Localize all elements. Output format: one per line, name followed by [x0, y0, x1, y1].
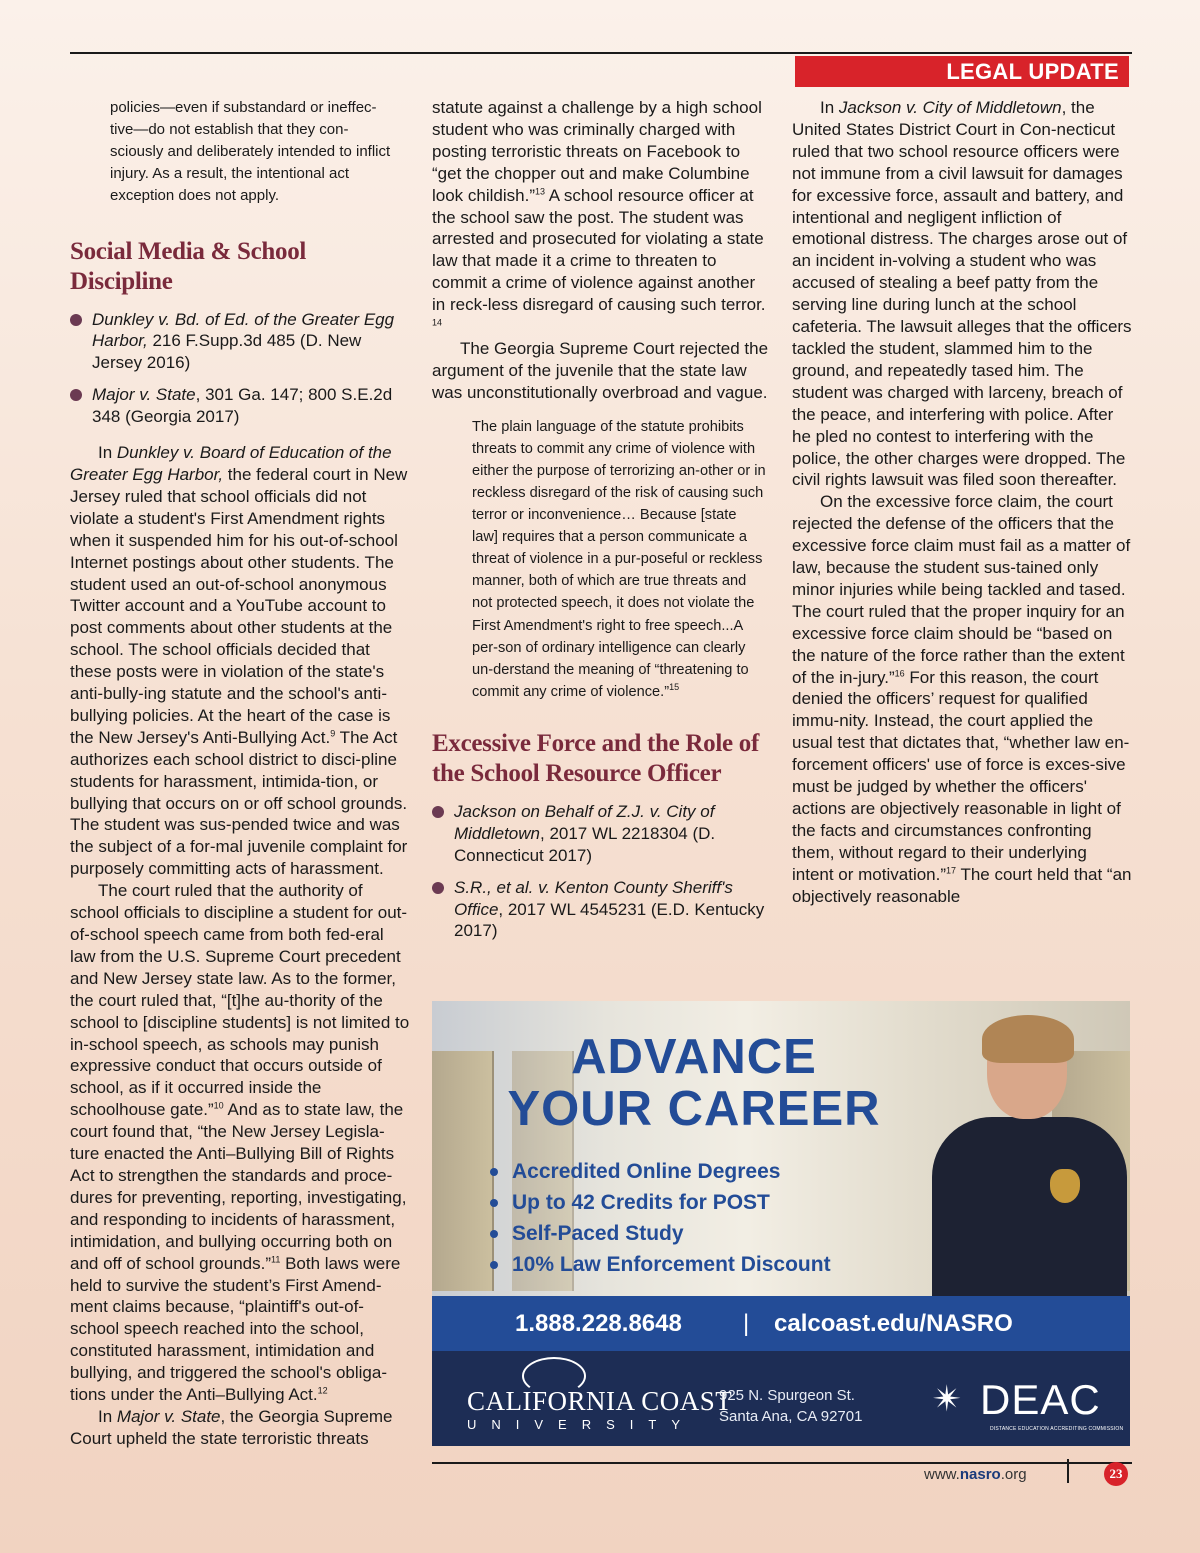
- text-run: In: [98, 443, 117, 463]
- column-3: [792, 97, 1132, 908]
- bullet-dot-icon: [70, 314, 82, 326]
- footnote-ref: 12: [317, 1385, 328, 1396]
- bullet-dot-icon: [70, 389, 82, 401]
- case-name: Major v. State: [116, 1406, 221, 1426]
- case-bullet: [432, 877, 772, 943]
- officer-photo: [932, 1019, 1127, 1296]
- text-run: For this reason, the court denied the officers’ request for qualified immu-nity. Instead, the court applied the usual test that dictates that, “whether law en-forcement officers' use of force is exces-sive must be judged by whether the officers' actions are objectively reasonable in light of the facts and circumstances confronting them, without regard to their underlying intent or motivation.”: [792, 667, 1130, 884]
- text-run: the federal court in New Jersey ruled that school officials did not violate a student's First Amendment rights when it suspended him for his out-of-school Internet postings about other students. The student used an out-of-school anonymous Twitter account and a YouTube account to post comments about other students at the school. The school officials decided that these posts were in violation of the state's anti-bully-ing statute and the school's anti-bullying policies. At the heart of the case is the New Jersey's Anti-Bullying Act.: [70, 464, 408, 747]
- ad-phone[interactable]: 1.888.228.8648: [515, 1310, 682, 1337]
- university-subtitle: UNIVERSITY: [467, 1417, 696, 1432]
- ad-feature: [490, 1187, 831, 1218]
- star-icon: ✴: [932, 1378, 963, 1419]
- ad-headline-line: YOUR CAREER: [507, 1082, 881, 1136]
- ad-feature: [490, 1156, 831, 1187]
- text-run: , the Georgia Supreme Court upheld the state terroristic threats: [70, 1406, 393, 1448]
- text-run: The Georgia Supreme Court rejected the argument of the juvenile that the state law was unconstitutionally overbroad and vague.: [432, 338, 769, 402]
- ad-feature-label: Up to 42 Credits for POST: [512, 1191, 770, 1214]
- address-line: 925 N. Spurgeon St.: [719, 1387, 855, 1404]
- column-2: [432, 97, 772, 952]
- bullet-dot-icon: [490, 1168, 498, 1176]
- case-cite: , 2017 WL 4545231 (E.D. Kentucky 2017): [454, 899, 765, 941]
- ad-feature: [490, 1218, 831, 1249]
- url-part: www.: [924, 1466, 960, 1483]
- page-number: 23: [1104, 1462, 1128, 1486]
- text-run: And as to state law, the court found that, “the New Jersey Legisla-ture enacted the Anti–Bullying Bill of Rights Act to strengthen the standards and proce-dures for preventing, reporting, investigating, and responding to incidents of harassment, intimidation, and bullying occurring both on and off of school grounds.”: [70, 1100, 407, 1273]
- case-name: Jackson v. City of Middletown: [838, 98, 1062, 117]
- case-cite: , 301 Ga. 147; 800 S.E.2d 348 (Georgia 2017): [92, 385, 393, 427]
- bullet-dot-icon: [490, 1261, 498, 1269]
- text-run: The plain language of the statute prohibits threats to commit any crime of violence with either the purpose of terrorizing an-other or in reckless disregard of the risk of causing such terror or inconvenience… Because [state law] requires that a person communicate a threat of violence in a pur-poseful or reckless manner, both of which are true threats and not protected speech, it does not violate the First Amendment's right to free speech...A per-son of ordinary intelligence can clearly un-derstand the meaning of “threatening to commit any crime of violence.”: [472, 418, 766, 700]
- ad-divider: |: [743, 1310, 750, 1337]
- footnote-ref: 9: [330, 728, 336, 739]
- ad-contact-bar: [432, 1296, 1130, 1351]
- paragraph: [70, 442, 410, 880]
- ad-url[interactable]: calcoast.edu/NASRO: [774, 1310, 1013, 1337]
- officer-uniform: [932, 1117, 1127, 1307]
- ad-headline: [484, 1031, 904, 1135]
- top-rule: [70, 52, 1132, 54]
- ad-feature-list: [490, 1156, 831, 1280]
- text-run: statute against a challenge by a high school student who was criminally charged with posting terroristic threats on Facebook to “get the chopper out and make Columbine look childish.”: [432, 98, 762, 205]
- ad-feature: [490, 1249, 831, 1280]
- bullet-dot-icon: [432, 806, 444, 818]
- text-run: A school resource officer at the school saw the post. The student was arrested and prosecuted for violating a state law that made it a crime to threaten to commit a crime of violence against another in reck-less disregard of causing such terror.: [432, 185, 766, 315]
- paragraph: [70, 1406, 410, 1450]
- case-name: Dunkley v. Board of Education of the Greater Egg Harbor,: [70, 443, 392, 484]
- case-bullet: [432, 801, 772, 867]
- bottom-rule: [432, 1462, 1132, 1464]
- url-part: .org: [1000, 1466, 1027, 1483]
- case-name: Jackson on Behalf of Z.J. v. City of Middletown: [454, 801, 715, 843]
- paragraph: [432, 97, 772, 338]
- column-1: [70, 97, 410, 1450]
- case-name: Dunkley v. Bd. of Ed. of the Greater Egg Harbor,: [92, 309, 395, 351]
- footer-divider: [1067, 1459, 1069, 1483]
- text-run: In: [820, 98, 839, 117]
- case-name: Major v. State: [92, 385, 196, 405]
- badge-icon: [1050, 1169, 1080, 1203]
- footnote-ref: 15: [669, 681, 680, 692]
- paragraph: [792, 491, 1132, 907]
- footnote-ref: 13: [535, 185, 546, 196]
- bullet-dot-icon: [432, 882, 444, 894]
- text-run: The Act authorizes each school district to disci-pline students for harassment, intimida-tion, or bullying that occurs on or off school grounds. The student was sus-pended twice and was the subject of a for-mal juvenile complaint for purposely committing acts of harassment.: [70, 727, 408, 879]
- footnote-ref: 10: [213, 1100, 224, 1111]
- ad-headline-line: ADVANCE: [571, 1030, 817, 1084]
- ad-feature-label: Self-Paced Study: [512, 1222, 684, 1245]
- advertisement[interactable]: [432, 1001, 1130, 1446]
- carry-over-text: policies—even if substandard or ineffec-tive—do not establish that they con-sciously and deliberately intended to inflict injury. As a result, the intentional act exception does not apply.: [110, 99, 391, 204]
- bullet-dot-icon: [490, 1199, 498, 1207]
- officer-hair: [982, 1015, 1074, 1063]
- footnote-ref: 11: [271, 1253, 281, 1264]
- university-address: [719, 1385, 862, 1427]
- footnote-ref: 17: [946, 865, 957, 876]
- text-run: The court held that “an objectively reasonable: [792, 864, 1132, 906]
- text-run: , the United States District Court in Con-necticut ruled that two school resource officers were not immune from a civil lawsuit for damages for excessive force, assault and battery, and intentional and negligent infliction of emotional distress. The charges arose out of an incident in-volving a student who was accused of stealing a beef patty from the serving line during lunch at the school cafeteria. The lawsuit alleges that the officers tackled the student, slammed him to the ground, and repeatedly tased him. The student was charged with larceny, breach of the peace, and interfering with police. After he pled no contest to interfering with the police, the other charges were dropped. The civil rights lawsuit was filed soon thereafter.: [792, 98, 1132, 490]
- case-bullet: [70, 309, 410, 375]
- text-run: Both laws were held to survive the student’s First Amend-ment claims because, “plaintiff's out-of-school speech reached into the school, constituted harassment, intimidation and bullying, and triggered the school's obliga-tions under the Anti–Bullying Act.: [70, 1253, 401, 1405]
- heading-excessive-force: Excessive Force and the Role of the School Resource Officer: [432, 729, 759, 787]
- text-run: In: [98, 1406, 117, 1426]
- text-run: The court ruled that the authority of school officials to discipline a student for out-of-school speech came from both fed-eral law from the U.S. Supreme Court precedent and New Jersey state law. As to the former, the court ruled that, “[t]he au-thority of the school to [discipline students] is not limited to in-school speech, as schools may punish expressive conduct that occurs outside of school, as if it occurred inside the schoolhouse gate.”: [70, 881, 410, 1120]
- paragraph: [70, 880, 410, 1406]
- case-cite: 216 F.Supp.3d 485 (D. New Jersey 2016): [92, 331, 362, 373]
- accreditor-subtitle: DISTANCE EDUCATION ACCREDITING COMMISSION: [990, 1426, 1124, 1432]
- url-brand: nasro: [959, 1466, 1001, 1483]
- footnote-ref: 16: [894, 667, 905, 678]
- address-line: Santa Ana, CA 92701: [719, 1408, 863, 1425]
- case-name: S.R., et al. v. Kenton County Sheriff's Office: [454, 877, 733, 919]
- ad-feature-label: 10% Law Enforcement Discount: [512, 1253, 831, 1276]
- block-quote: [472, 416, 766, 703]
- text-run: On the excessive force claim, the court rejected the defense of the officers that the excessive force claim must fail as a matter of law, because the student sus-tained only minor injuries while being tackled and tased. The court ruled that the proper inquiry for an excessive force claim should be “based on the nature of the force rather than the extent of the in-jury.”: [792, 492, 1131, 687]
- case-bullet: [70, 384, 410, 428]
- footnote-ref: 14: [432, 317, 443, 328]
- accreditor-logo: DEAC: [980, 1376, 1101, 1423]
- footer-url[interactable]: [924, 1466, 1027, 1483]
- university-name: CALIFORNIA COAST: [467, 1386, 733, 1416]
- paragraph: [432, 338, 772, 404]
- paragraph: [792, 97, 1132, 491]
- case-cite: , 2017 WL 2218304 (D. Connecticut 2017): [454, 823, 716, 865]
- heading-social-media: Social Media & School Discipline: [70, 237, 307, 295]
- ad-feature-label: Accredited Online Degrees: [512, 1160, 781, 1183]
- ad-footer: [432, 1351, 1130, 1446]
- section-tag: LEGAL UPDATE: [795, 56, 1129, 87]
- bullet-dot-icon: [490, 1230, 498, 1238]
